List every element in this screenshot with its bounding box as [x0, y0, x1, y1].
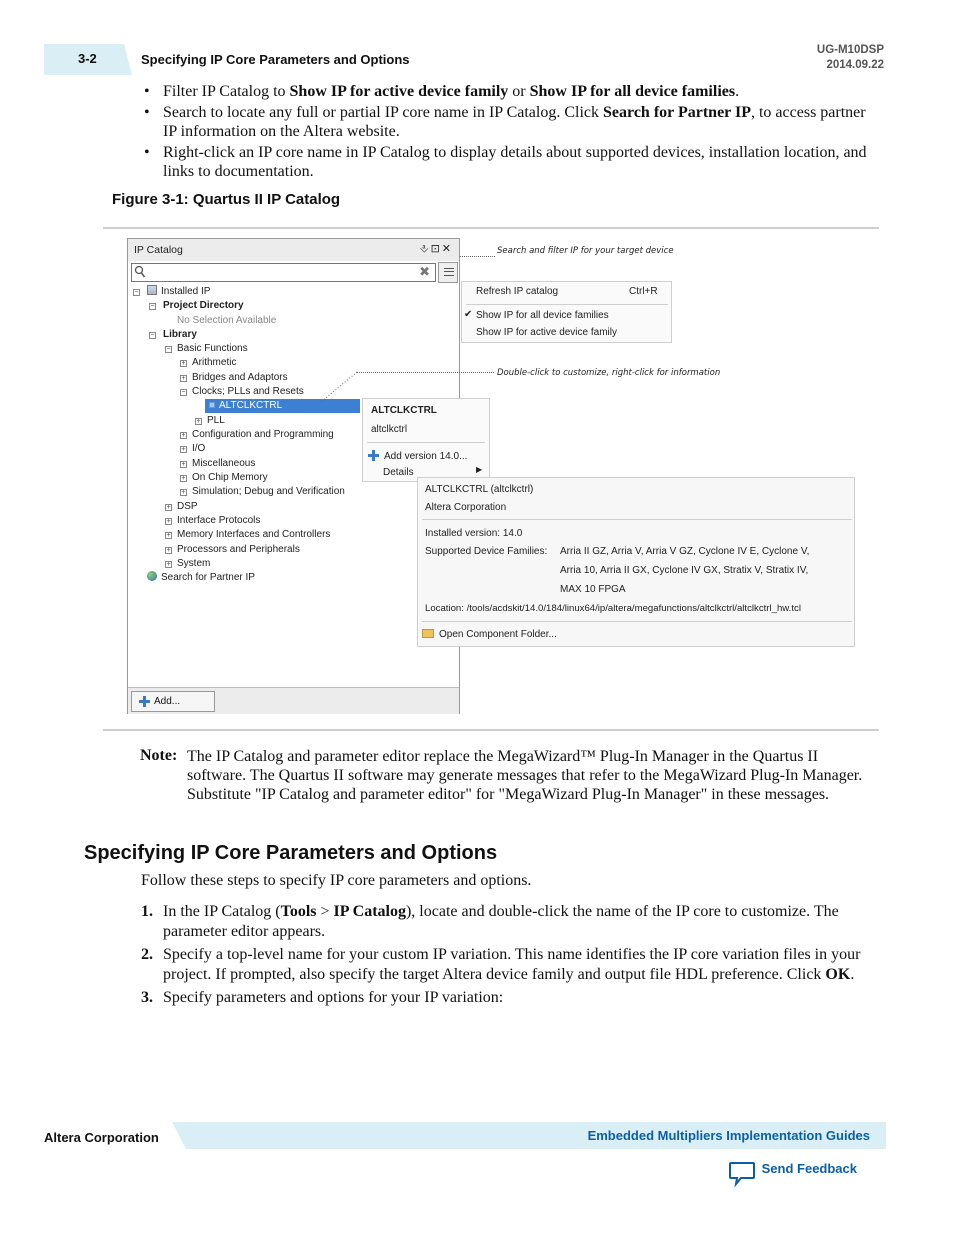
- tree-miscellaneous[interactable]: Miscellaneous: [192, 458, 256, 469]
- callout-search-filter: Search and filter IP for your target device: [497, 246, 674, 256]
- tree-interface-protocols[interactable]: Interface Protocols: [177, 515, 261, 526]
- details-families-line3: MAX 10 FPGA: [560, 584, 626, 595]
- expand-icon[interactable]: +: [181, 360, 186, 367]
- bullet-filter: • Filter IP Catalog to Show IP for active device family or Show IP for all device families.: [141, 82, 881, 101]
- menu-show-all-families[interactable]: Show IP for all device families: [476, 310, 609, 321]
- menu-divider: [367, 442, 485, 443]
- footer-guide-title[interactable]: Embedded Multipliers Implementation Guides: [587, 1128, 870, 1143]
- expand-icon[interactable]: +: [166, 532, 171, 539]
- tree-library[interactable]: Library: [163, 329, 197, 340]
- section-heading: Specifying IP Core Parameters and Options: [84, 842, 498, 864]
- expand-icon[interactable]: +: [181, 446, 186, 453]
- expand-icon[interactable]: +: [166, 547, 171, 554]
- collapse-icon[interactable]: −: [181, 389, 186, 396]
- document-id: [817, 43, 884, 73]
- catalog-search-input[interactable]: [131, 263, 436, 282]
- section-intro: Follow these steps to specify IP core parameters and options.: [141, 872, 532, 889]
- expand-icon[interactable]: +: [196, 418, 201, 425]
- context-ip-name: ALTCLKCTRL: [371, 405, 437, 416]
- doc-id-text: UG-M10DSP: [816, 44, 884, 56]
- window-controls-icon[interactable]: ⎀⊡✕: [419, 243, 453, 255]
- callout-leader: [460, 256, 495, 257]
- doc-date: 2014.09.22: [826, 59, 884, 71]
- tree-clocks[interactable]: Clocks; PLLs and Resets: [192, 386, 304, 397]
- expand-icon[interactable]: +: [181, 461, 186, 468]
- callout-leader: [356, 372, 494, 373]
- figure-top-rule: [103, 227, 879, 229]
- ip-leaf-icon: [209, 402, 215, 408]
- tree-arithmetic[interactable]: Arithmetic: [192, 357, 237, 368]
- catalog-footer: [128, 687, 459, 714]
- details-title: ALTCLKCTRL (altclkctrl): [425, 484, 534, 495]
- tree-altclkctrl-selected[interactable]: ALTCLKCTRL: [205, 399, 360, 413]
- filter-dropdown-menu: [461, 281, 672, 343]
- menu-refresh-catalog[interactable]: Refresh IP catalog: [476, 286, 559, 297]
- details-families-line2: Arria 10, Arria II GX, Cyclone IV GX, Stratix V, Stratix IV,: [560, 565, 809, 576]
- menu-show-active-family[interactable]: Show IP for active device family: [476, 327, 617, 338]
- send-feedback-link[interactable]: Send Feedback: [761, 1161, 857, 1176]
- catalog-title: IP Catalog: [134, 244, 183, 256]
- steps-list: [141, 902, 861, 1011]
- step-2: 2. Specify a top-level name for your custom IP variation. This name identifies the IP core variation files in your project. If prompted, also specify the target Altera device family and output file HDL preference. Click OK.: [141, 946, 861, 983]
- tree-basic-functions[interactable]: Basic Functions: [177, 343, 248, 354]
- expand-icon[interactable]: +: [166, 504, 171, 511]
- details-location: Location: /tools/acdskit/14.0/184/linux64/ip/altera/megafunctions/altclkctrl/altclkctrl_hw.tcl: [425, 603, 801, 614]
- collapse-icon[interactable]: −: [134, 289, 139, 296]
- page-number: 3-2: [78, 51, 97, 66]
- collapse-icon[interactable]: −: [166, 346, 171, 353]
- details-families-line1: Arria II GZ, Arria V, Arria V GZ, Cyclone IV E, Cyclone V,: [560, 546, 810, 557]
- clear-search-icon[interactable]: ✖: [419, 264, 430, 279]
- filter-menu-button[interactable]: [438, 262, 458, 283]
- bullet-search: • Search to locate any full or partial IP core name in IP Catalog. Click Search for Partner IP, to access partner IP information on the Altera website.: [141, 103, 881, 141]
- note-text: The IP Catalog and parameter editor replace the MegaWizard™ Plug-In Manager in the Quartus II software. The Quartus II software may generate messages that refer to the MegaWizard Plug-In Manager. Substitute "IP Catalog and parameter editor" for "MegaWizard Plug-In Manager" in these messages.: [187, 748, 863, 803]
- ip-details-panel: [417, 477, 855, 647]
- open-component-folder[interactable]: Open Component Folder...: [422, 629, 557, 640]
- details-divider: [422, 519, 852, 520]
- expand-icon[interactable]: +: [166, 561, 171, 568]
- tree-memory-interfaces[interactable]: Memory Interfaces and Controllers: [177, 529, 331, 540]
- expand-icon[interactable]: +: [166, 518, 171, 525]
- details-families-label: Supported Device Families:: [425, 546, 548, 557]
- feedback-icon[interactable]: [728, 1159, 756, 1187]
- bullet-list: [141, 82, 881, 183]
- note-label: Note:: [140, 747, 178, 764]
- tree-no-selection: No Selection Available: [177, 315, 277, 326]
- tree-processors[interactable]: Processors and Peripherals: [177, 544, 300, 555]
- tree-dsp[interactable]: DSP: [177, 501, 198, 512]
- step-3: 3. Specify parameters and options for your IP variation:: [141, 989, 504, 1006]
- callout-double-click: Double-click to customize, right-click for information: [497, 368, 721, 378]
- submenu-arrow-icon: ▶: [476, 465, 483, 474]
- search-icon: [134, 265, 146, 279]
- details-vendor: Altera Corporation: [425, 502, 507, 513]
- tree-configuration[interactable]: Configuration and Programming: [192, 429, 334, 440]
- tree-on-chip-memory[interactable]: On Chip Memory: [192, 472, 268, 483]
- ip-context-menu: [362, 398, 490, 482]
- expand-icon[interactable]: +: [181, 432, 186, 439]
- plus-icon: [139, 696, 150, 707]
- collapse-icon[interactable]: −: [150, 303, 155, 310]
- checkmark-icon: ✔: [464, 309, 473, 320]
- catalog-titlebar: [128, 239, 459, 261]
- expand-icon[interactable]: +: [181, 375, 186, 382]
- add-button[interactable]: Add...: [131, 691, 215, 712]
- tree-bridges[interactable]: Bridges and Adaptors: [192, 372, 288, 383]
- tree-pll[interactable]: PLL: [207, 415, 225, 426]
- tree-search-partner-ip[interactable]: Search for Partner IP: [147, 571, 255, 585]
- callout-leader-diagonal: [320, 371, 358, 403]
- expand-icon[interactable]: +: [181, 489, 186, 496]
- footer-company: Altera Corporation: [44, 1130, 159, 1145]
- refresh-shortcut: Ctrl+R: [629, 286, 658, 297]
- installed-ip-icon: [147, 285, 157, 295]
- step-1: 1. In the IP Catalog (Tools > IP Catalog), locate and double-click the name of the IP core to customize. The parameter editor appears.: [141, 903, 839, 940]
- running-section-title: Specifying IP Core Parameters and Options: [141, 52, 410, 67]
- expand-icon[interactable]: +: [181, 475, 186, 482]
- tree-system[interactable]: System: [177, 558, 211, 569]
- details-item[interactable]: Details: [383, 467, 414, 478]
- globe-icon: [147, 571, 157, 581]
- figure-bottom-rule: [103, 729, 879, 731]
- tree-io[interactable]: I/O: [192, 443, 206, 454]
- tree-project-directory[interactable]: Project Directory: [163, 300, 244, 311]
- bullet-right-click: • Right-click an IP core name in IP Catalog to display details about supported devices, installation location, and links to documentation.: [141, 143, 881, 181]
- context-ip-id: altclkctrl: [371, 424, 408, 435]
- details-installed-version: Installed version: 14.0: [425, 528, 523, 539]
- add-version-item[interactable]: Add version 14.0...: [368, 449, 467, 462]
- tree-installed-ip[interactable]: Installed IP: [147, 285, 210, 299]
- tree-simulation[interactable]: Simulation; Debug and Verification: [192, 486, 345, 497]
- menu-divider: [466, 304, 668, 305]
- collapse-icon[interactable]: −: [150, 332, 155, 339]
- folder-icon: [422, 629, 434, 638]
- filter-icon: [444, 268, 454, 276]
- figure-caption: Figure 3-1: Quartus II IP Catalog: [112, 191, 341, 208]
- details-divider: [422, 621, 852, 622]
- plus-icon: [368, 450, 378, 460]
